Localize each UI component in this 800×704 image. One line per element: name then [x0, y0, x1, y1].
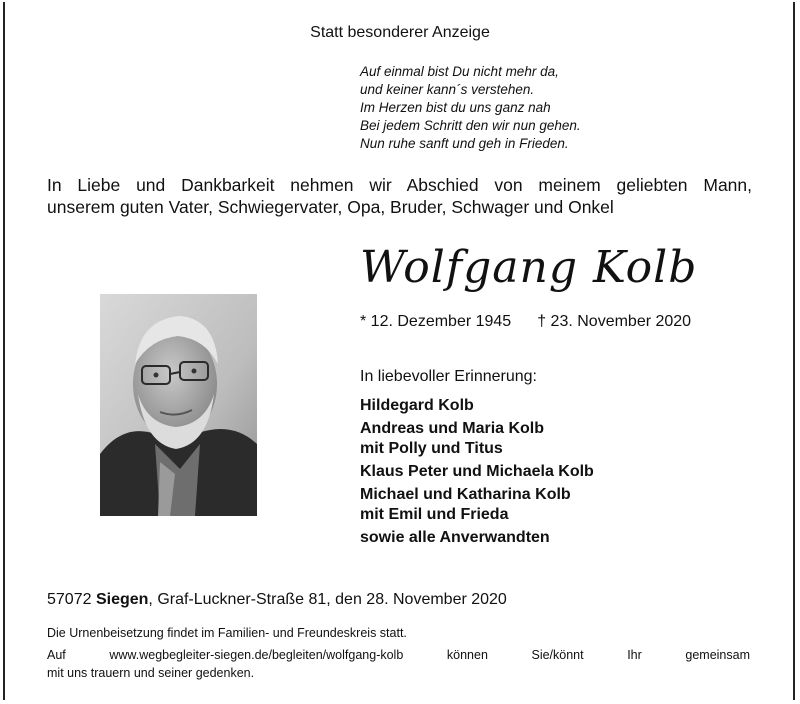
- notice-header: Statt besonderer Anzeige: [310, 24, 490, 41]
- mourner-entry: [360, 485, 594, 525]
- mourner-line: Klaus Peter und Michaela Kolb: [360, 463, 594, 480]
- poem: [360, 63, 581, 153]
- mourner-entry: [360, 419, 594, 459]
- mourner-entry: [360, 528, 594, 548]
- poem-line: Nun ruhe sanft und geh in Frieden.: [360, 136, 569, 151]
- farewell-line: In Liebe und Dankbarkeit nehmen wir Abschied von meinem geliebten Mann,: [47, 175, 752, 195]
- poem-line: Bei jedem Schritt den wir nun gehen.: [360, 118, 581, 133]
- mourner-line: Hildegard Kolb: [360, 397, 474, 414]
- online-note-line: mit uns trauern und seiner gedenken.: [47, 666, 255, 680]
- mourners-list: [360, 396, 594, 551]
- mourner-line: Andreas und Maria Kolb: [360, 420, 545, 437]
- address-city: Siegen: [95, 591, 149, 608]
- mourner-entry: [360, 396, 594, 416]
- farewell-text: [47, 174, 752, 218]
- mourner-line: sowie alle Anverwandten: [360, 529, 550, 546]
- address-zip: 57072: [47, 591, 92, 608]
- memory-intro: In liebevoller Erinnerung:: [360, 368, 537, 385]
- mourner-line: mit Polly und Titus: [360, 440, 503, 457]
- mourner-entry: [360, 462, 594, 482]
- online-note: [47, 646, 750, 682]
- online-note-line: Auf www.wegbegleiter-siegen.de/begleiten/wolfgang-kolb können Sie/könnt Ihr gemeinsam: [47, 648, 750, 662]
- mourner-line: mit Emil und Frieda: [360, 506, 509, 523]
- mourner-line: Michael und Katharina Kolb: [360, 486, 571, 503]
- poem-line: Im Herzen bist du uns ganz nah: [360, 100, 551, 115]
- deceased-name: Wolfgang Kolb: [360, 242, 698, 293]
- urn-note: Die Urnenbeisetzung findet im Familien- und Freundeskreis statt.: [47, 626, 407, 640]
- poem-line: und keiner kann´s verstehen.: [360, 82, 535, 97]
- portrait-photo: [100, 294, 257, 516]
- address-line: [47, 591, 507, 609]
- address-rest: , Graf-Luckner-Straße 81, den 28. November 2020: [148, 591, 507, 608]
- death-date: † 23. November 2020: [537, 313, 692, 330]
- life-dates: [360, 313, 691, 331]
- poem-line: Auf einmal bist Du nicht mehr da,: [360, 64, 559, 79]
- birth-date: * 12. Dezember 1945: [360, 313, 512, 330]
- farewell-line: unserem guten Vater, Schwiegervater, Opa, Bruder, Schwager und Onkel: [47, 197, 614, 217]
